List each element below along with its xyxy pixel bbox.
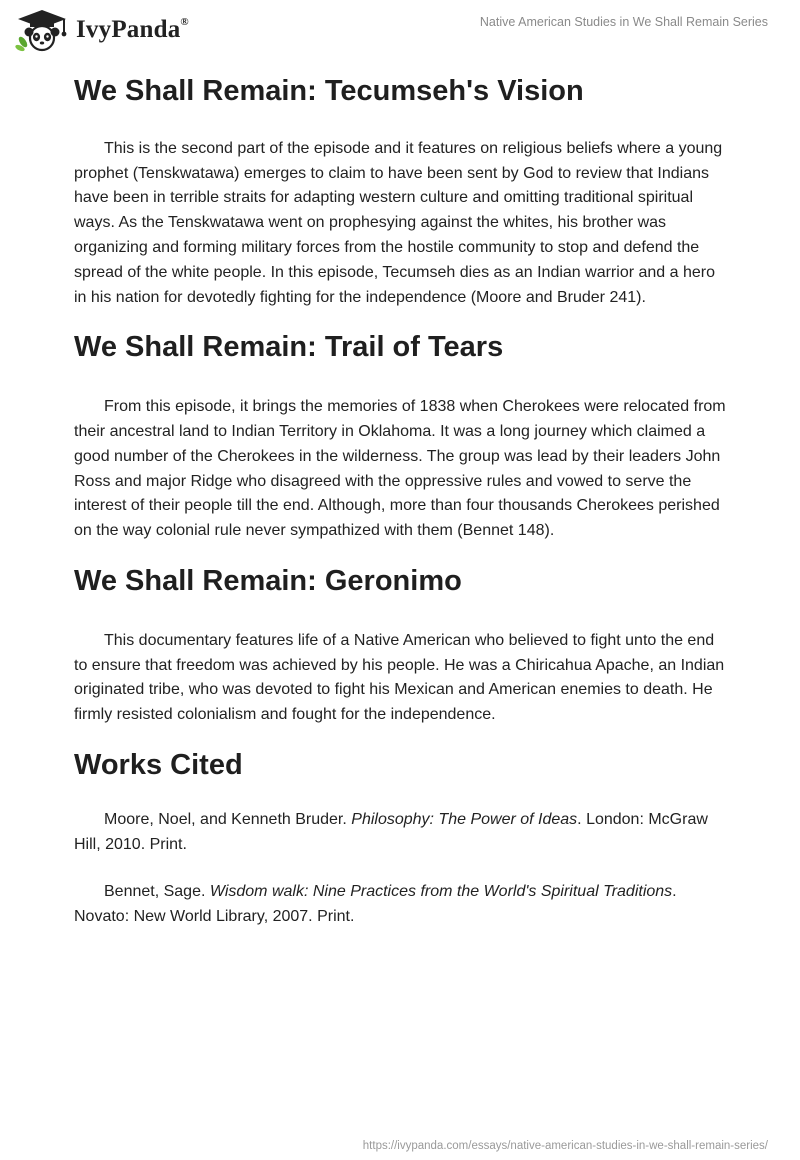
section-paragraph: This is the second part of the episode and it features on religious beliefs where a young prophet (Tenskwatawa) emerges to claim to have been sent by God to review that Indians have been in terrible straits for adapting western culture and omitting traditional spiritual ways. As the Tenskwatawa went on prophesying against the whites, his brother was organizing and forming military forces from the hostile community to stop and defend the spread of the white people. In this episode, Tecumseh dies as an Indian warrior and a hero in his nation for devotedly fighting for the independence (Moore and Bruder 241). bbox=[74, 139, 723, 306]
section-heading: We Shall Remain: Geronimo bbox=[74, 564, 462, 597]
citation-entry: Bennet, Sage. Wisdom walk: Nine Practices from the World's Spiritual Traditions. Novato: New World Library, 2007. Print. bbox=[74, 883, 677, 926]
citation-title: Philosophy: The Power of Ideas bbox=[351, 810, 578, 828]
source-url-link[interactable]: https://ivypanda.com/essays/native-american-studies-in-we-shall-remain-series/ bbox=[362, 1140, 768, 1152]
section-paragraph: This documentary features life of a Native American who believed to fight unto the end to ensure that freedom was achieved by his people. He was a Chiricahua Apache, an Indian originated tribe, who was devoted to fight his Mexican and American enemies to death. He firmly resisted colonialism and fought for the independence. bbox=[74, 631, 725, 724]
section-tecumseh bbox=[74, 74, 726, 310]
citation-title: Wisdom walk: Nine Practices from the World's Spiritual Traditions bbox=[209, 883, 673, 901]
brand-logo[interactable] bbox=[14, 8, 189, 52]
works-cited bbox=[74, 748, 726, 930]
citation-entry: Moore, Noel, and Kenneth Bruder. Philosophy: The Power of Ideas. London: McGraw Hill, 2010. Print. bbox=[74, 810, 708, 853]
section-heading: We Shall Remain: Tecumseh's Vision bbox=[74, 75, 584, 107]
panda-graduate-icon bbox=[14, 8, 70, 52]
essay-content bbox=[74, 70, 726, 930]
section-trail-of-tears bbox=[74, 330, 726, 544]
section-geronimo bbox=[74, 564, 726, 728]
section-paragraph: From this episode, it brings the memories of 1838 when Cherokees were relocated from their ancestral land to Indian Territory in Oklahoma. It was a long journey which claimed a good number of the Cherokees in the wilderness. The group was lead by their leaders John Ross and major Ridge who disagreed with the oppressive rules and vowed to serve the interest of their people till the end. Although, more than four thousands Cherokees perished on the way colonial rule never sympathized with them (Bennet 148). bbox=[74, 398, 726, 540]
brand-name: IvyPanda® bbox=[76, 15, 189, 43]
page-header bbox=[0, 0, 800, 70]
document-header-title: Native American Studies in We Shall Remain Series bbox=[479, 15, 768, 29]
registered-mark: ® bbox=[180, 15, 189, 28]
works-cited-heading: Works Cited bbox=[74, 748, 243, 781]
section-heading: We Shall Remain: Trail of Tears bbox=[74, 331, 504, 364]
